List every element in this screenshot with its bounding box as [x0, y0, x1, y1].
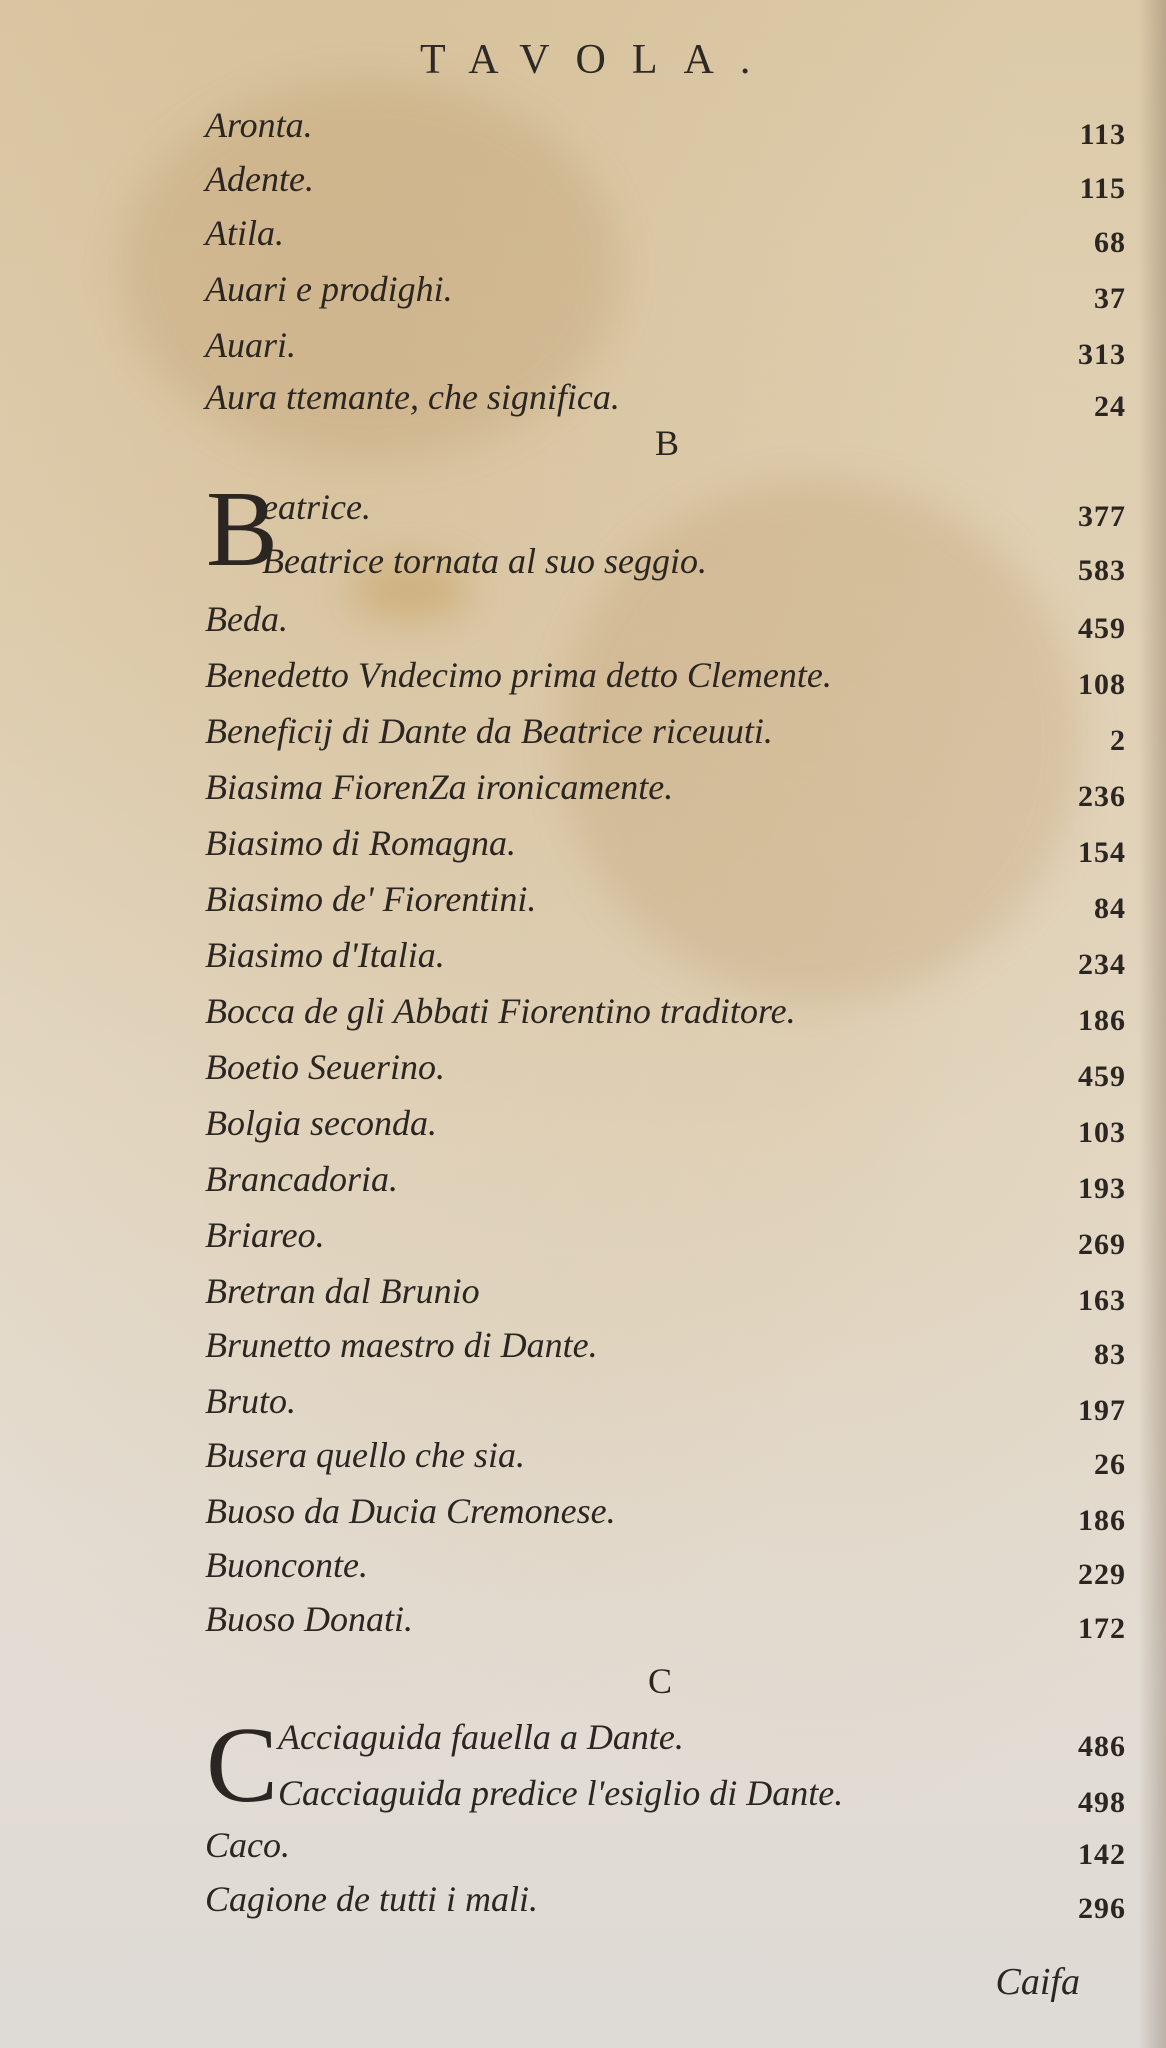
index-entry	[205, 1818, 1126, 1872]
index-entry	[205, 1592, 1126, 1646]
entry-term: Beneficij di Dante da Beatrice riceuuti.	[205, 711, 773, 751]
section-letter-c: C	[648, 1661, 673, 1701]
entry-page: 163	[1078, 1284, 1126, 1317]
index-entry	[205, 1040, 1126, 1094]
entry-term: Cacciaguida predice l'esiglio di Dante.	[278, 1773, 844, 1813]
entry-page: 377	[1078, 500, 1126, 533]
index-entry	[205, 206, 1126, 260]
entry-page: 229	[1078, 1558, 1126, 1591]
index-entry	[278, 1710, 1126, 1764]
index-entry	[205, 1374, 1126, 1428]
entry-term: Caco.	[205, 1825, 290, 1865]
entry-term: Buoso Donati.	[205, 1599, 414, 1639]
entry-page: 172	[1078, 1612, 1126, 1645]
entry-term: Atila.	[205, 213, 284, 253]
index-entry	[262, 534, 1126, 588]
index-entry	[205, 760, 1126, 814]
entry-page: 193	[1078, 1172, 1126, 1205]
entry-page: 459	[1078, 1060, 1126, 1093]
entry-term: Bretran dal Brunio	[205, 1271, 480, 1311]
index-entry	[205, 592, 1126, 646]
entry-page: 103	[1078, 1116, 1126, 1149]
entry-page: 269	[1078, 1228, 1126, 1261]
entry-term: Brancadoria.	[205, 1159, 398, 1199]
entry-page: 498	[1078, 1786, 1126, 1819]
entry-term: Bolgia seconda.	[205, 1103, 437, 1143]
entry-page: 142	[1078, 1838, 1126, 1871]
index-entry	[205, 984, 1126, 1038]
index-entry	[205, 1152, 1126, 1206]
index-entry	[205, 872, 1126, 926]
entry-term: Buoso da Ducia Cremonese.	[205, 1491, 616, 1531]
index-entry	[205, 928, 1126, 982]
drop-cap-c: C	[206, 1706, 279, 1825]
index-entry	[205, 262, 1126, 316]
entry-page: 113	[1079, 118, 1126, 151]
entry-page: 115	[1079, 172, 1126, 205]
index-entry	[205, 1538, 1126, 1592]
entry-term: Biasimo di Romagna.	[205, 823, 516, 863]
entry-term: Busera quello che sia.	[205, 1435, 525, 1475]
entry-page: 186	[1078, 1504, 1126, 1537]
index-entry	[205, 318, 1126, 372]
page-edge-shadow	[1138, 0, 1166, 2048]
entry-page: 296	[1078, 1892, 1126, 1925]
entry-page: 2	[1110, 724, 1126, 757]
entry-term: Auari e prodighi.	[205, 269, 453, 309]
catchword: Caifa	[995, 1961, 1080, 2003]
index-entry	[205, 152, 1126, 206]
index-entry	[205, 98, 1126, 152]
index-entry	[205, 1484, 1126, 1538]
index-entry	[205, 816, 1126, 870]
entry-page: 583	[1078, 554, 1126, 587]
index-entry	[205, 1096, 1126, 1150]
index-entry	[205, 370, 1126, 424]
running-head: TAVOLA.	[420, 37, 777, 83]
entry-term: Biasimo d'Italia.	[205, 935, 445, 975]
entry-term: Cagione de tutti i mali.	[205, 1879, 538, 1919]
entry-page: 26	[1094, 1448, 1126, 1481]
entry-page: 459	[1078, 612, 1126, 645]
entry-term: Boetio Seuerino.	[205, 1047, 445, 1087]
entry-page: 37	[1094, 282, 1126, 315]
entry-page: 108	[1078, 668, 1126, 701]
entry-term: Aura ttemante, che significa.	[205, 377, 620, 417]
entry-page: 197	[1078, 1394, 1126, 1427]
entry-term: Briareo.	[205, 1215, 325, 1255]
entry-term: Adente.	[205, 159, 314, 199]
index-entry	[205, 648, 1126, 702]
index-entry	[262, 480, 1126, 534]
entry-page: 154	[1078, 836, 1126, 869]
entry-page: 236	[1078, 780, 1126, 813]
entry-term: Bocca de gli Abbati Fiorentino traditore.	[205, 991, 796, 1031]
entry-page: 486	[1078, 1730, 1126, 1763]
entry-term: Acciaguida fauella a Dante.	[278, 1717, 684, 1757]
index-entry	[205, 1318, 1126, 1372]
entry-page: 84	[1094, 892, 1126, 925]
entry-term: Benedetto Vndecimo prima detto Clemente.	[205, 655, 832, 695]
entry-term: Auari.	[205, 325, 297, 365]
section-letter-b: B	[655, 423, 680, 463]
entry-term: eatrice.	[262, 487, 371, 527]
index-entry	[205, 1872, 1126, 1926]
entry-page: 234	[1078, 948, 1126, 981]
index-entry	[205, 1208, 1126, 1262]
entry-page: 68	[1094, 226, 1126, 259]
entry-term: Biasimo de' Fiorentini.	[205, 879, 537, 919]
entry-term: Bruto.	[205, 1381, 297, 1421]
index-entry	[205, 1264, 1126, 1318]
index-entry	[205, 704, 1126, 758]
entry-term: Beatrice tornata al suo seggio.	[262, 541, 707, 581]
entry-term: Beda.	[205, 599, 288, 639]
entry-term: Buonconte.	[205, 1545, 368, 1585]
entry-page: 83	[1094, 1338, 1126, 1371]
entry-page: 186	[1078, 1004, 1126, 1037]
drop-cap-b: B	[206, 470, 279, 589]
index-entry	[205, 1428, 1126, 1482]
entry-term: Brunetto maestro di Dante.	[205, 1325, 598, 1365]
entry-page: 313	[1078, 338, 1126, 371]
entry-term: Aronta.	[205, 105, 313, 145]
index-entry	[278, 1766, 1126, 1820]
entry-page: 24	[1094, 390, 1126, 423]
entry-term: Biasima FiorenZa ironicamente.	[205, 767, 674, 807]
